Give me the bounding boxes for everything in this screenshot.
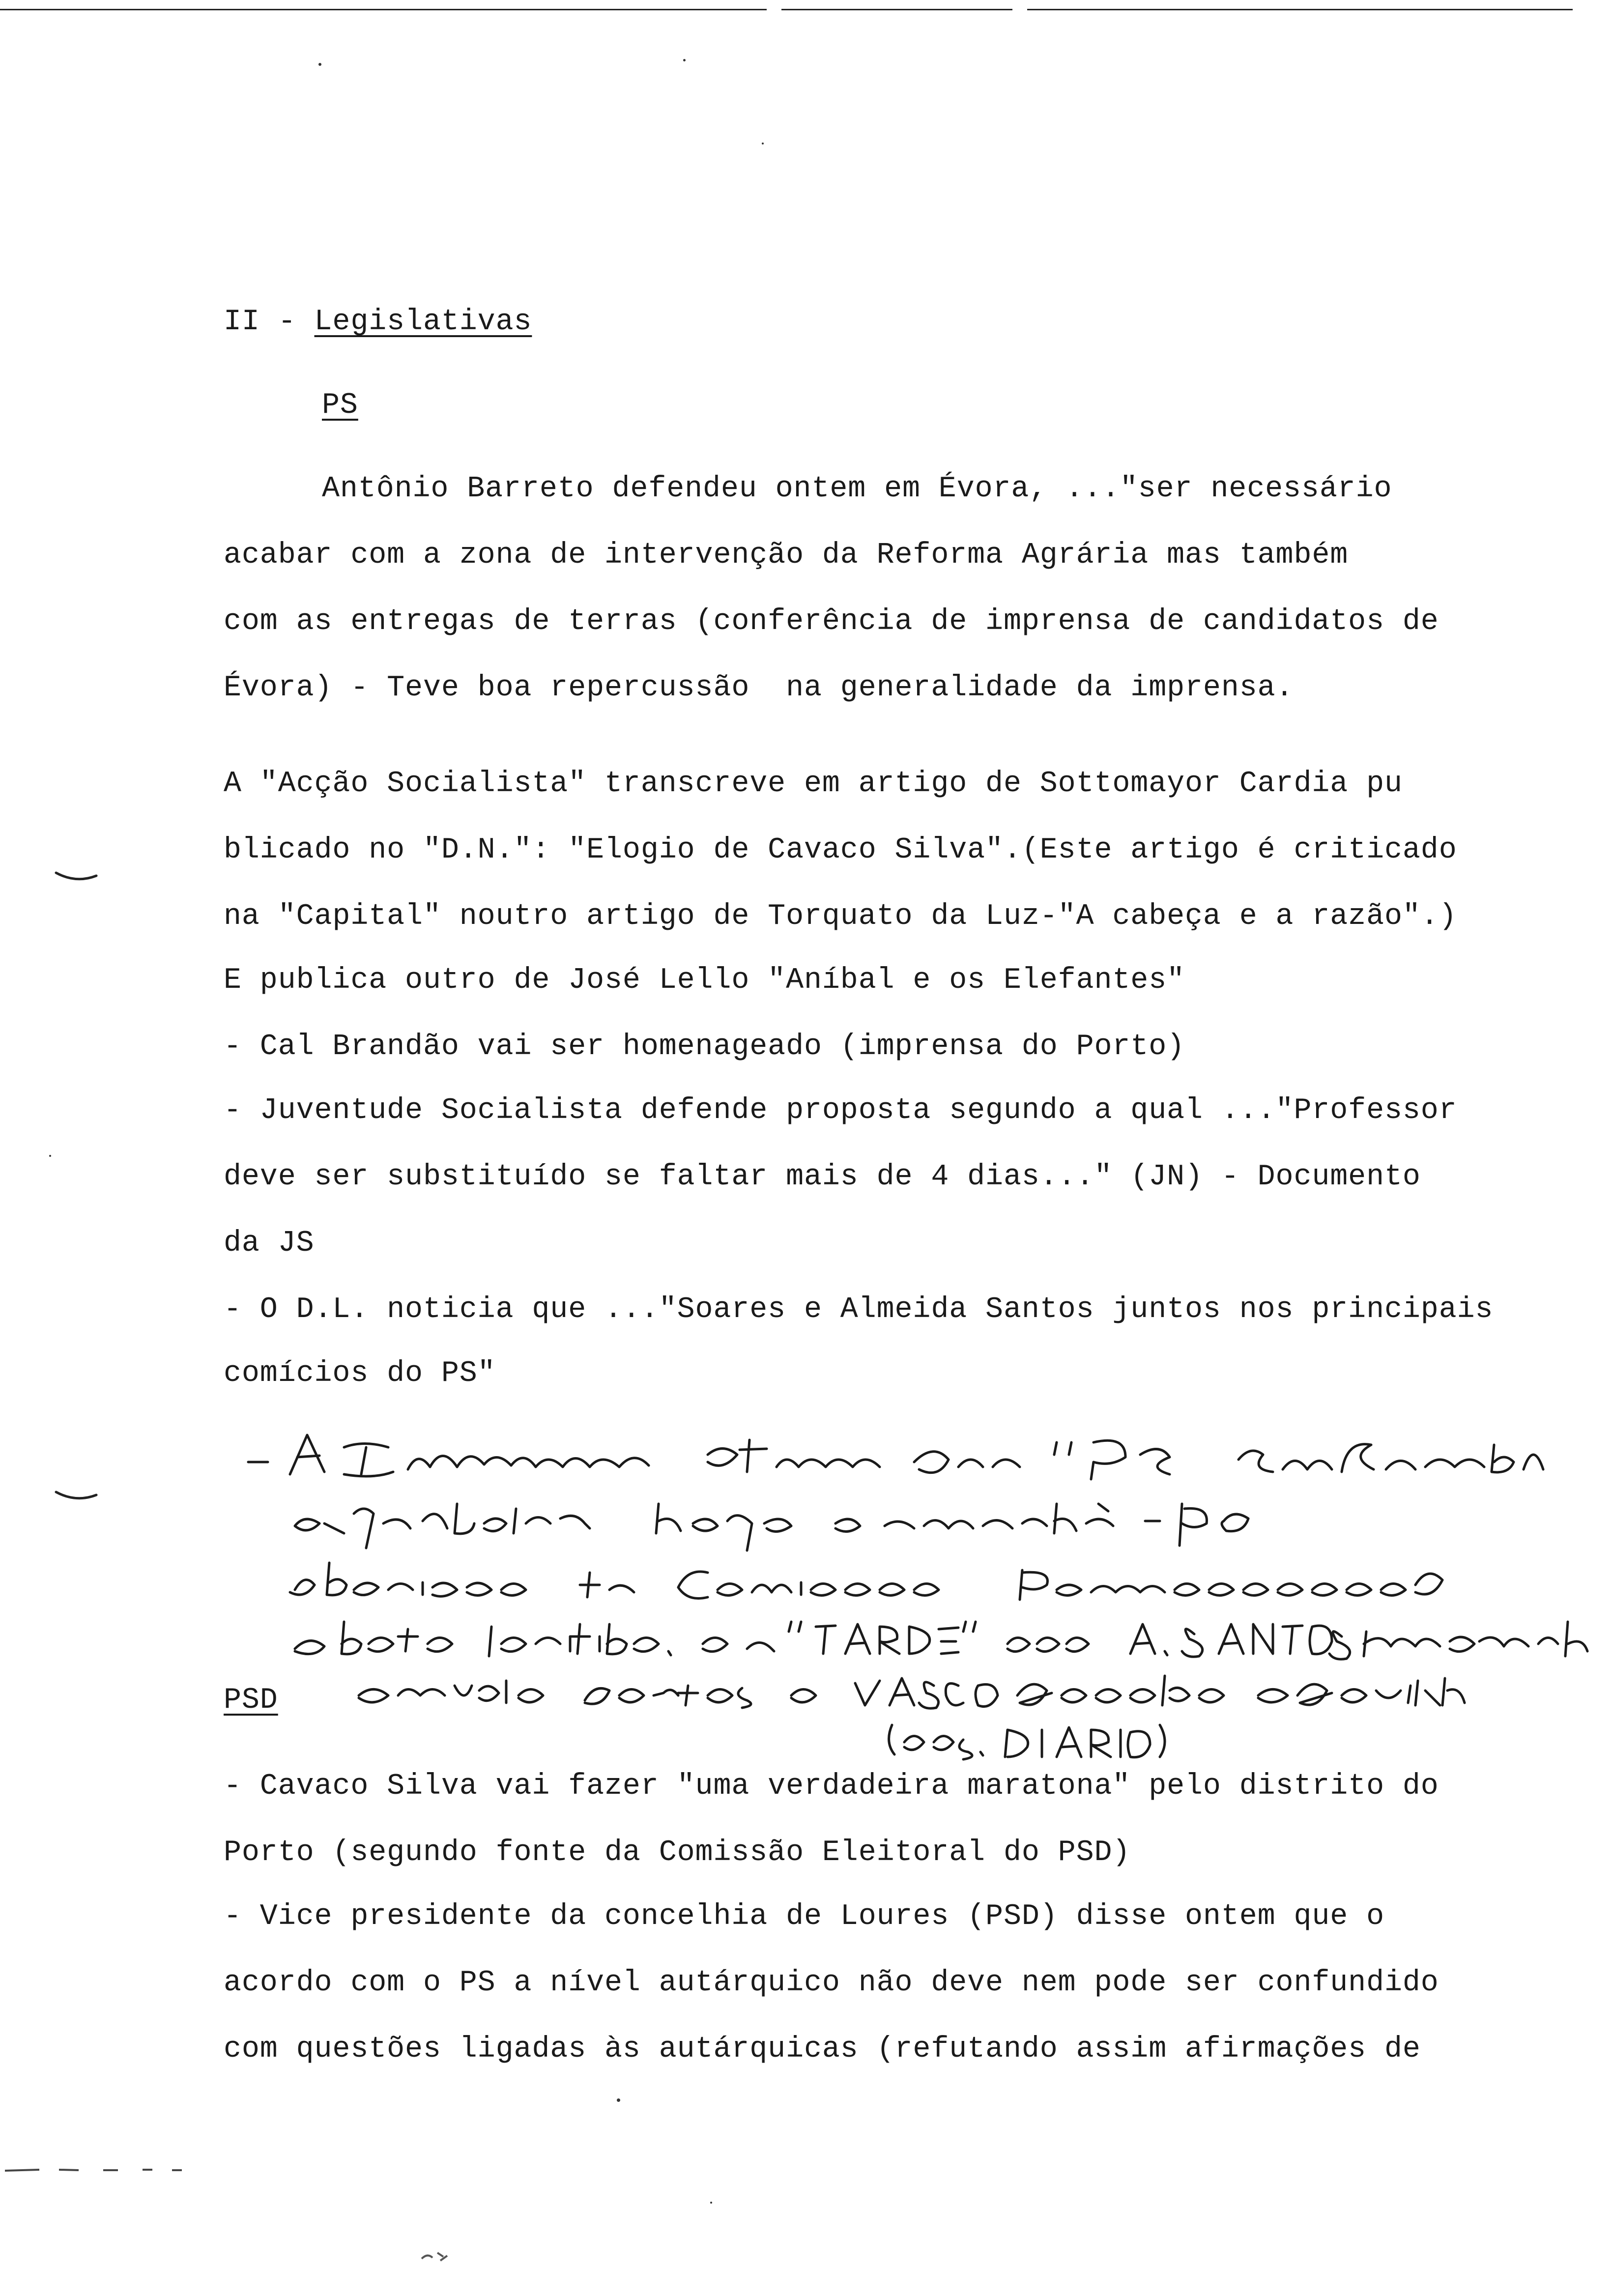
ps-line: A "Acção Socialista" transcreve em artigo de Sottomayor Cardia pu: [224, 767, 1403, 801]
ps-line: comícios do PS": [224, 1357, 496, 1390]
ps-line: da JS: [224, 1227, 315, 1260]
ps-line: deve ser substituído se faltar mais de 4 dias..." (JN) - Documento: [224, 1160, 1421, 1194]
psd-label: PSD: [224, 1684, 278, 1717]
ps-line: - O D.L. noticia que ..."Soares e Almeida Santos juntos nos principais: [224, 1293, 1494, 1326]
ps-label: PS: [322, 389, 358, 422]
ps-line: - Juventude Socialista defende proposta segundo a qual ..."Professor: [224, 1094, 1457, 1127]
psd-line: Porto (segundo fonte da Comissão Eleitoral do PSD): [224, 1836, 1131, 1869]
ps-line: - Cal Brandão vai ser homenageado (imprensa do Porto): [224, 1030, 1185, 1063]
ps-line: com as entregas de terras (conferência de imprensa de candidatos de: [224, 605, 1439, 638]
heading-title: Legislativas: [314, 305, 532, 339]
ps-line: Antônio Barreto defendeu ontem em Évora, ..."ser necessário: [322, 472, 1392, 506]
ps-line: acabar com a zona de intervenção da Reforma Agrária mas também: [224, 539, 1349, 572]
ps-line: na "Capital" noutro artigo de Torquato da Luz-"A cabeça e a razão".): [224, 900, 1457, 933]
ps-line: E publica outro de José Lello "Aníbal e os Elefantes": [224, 964, 1185, 997]
ps-line: blicado no "D.N.": "Elogio de Cavaco Silva".(Este artigo é criticado: [224, 833, 1457, 867]
psd-line: - Vice presidente da concelhia de Loures (PSD) disse ontem que o: [224, 1900, 1384, 1933]
ps-line: Évora) - Teve boa repercussão na generalidade da imprensa.: [224, 671, 1294, 705]
heading-numeral: II -: [224, 305, 315, 339]
psd-line: acordo com o PS a nível autárquico não deve nem pode ser confundido: [224, 1966, 1439, 2000]
psd-line: com questões ligadas às autárquicas (refutando assim afirmações de: [224, 2033, 1421, 2066]
psd-line: - Cavaco Silva vai fazer "uma verdadeira maratona" pelo distrito do: [224, 1770, 1439, 1803]
